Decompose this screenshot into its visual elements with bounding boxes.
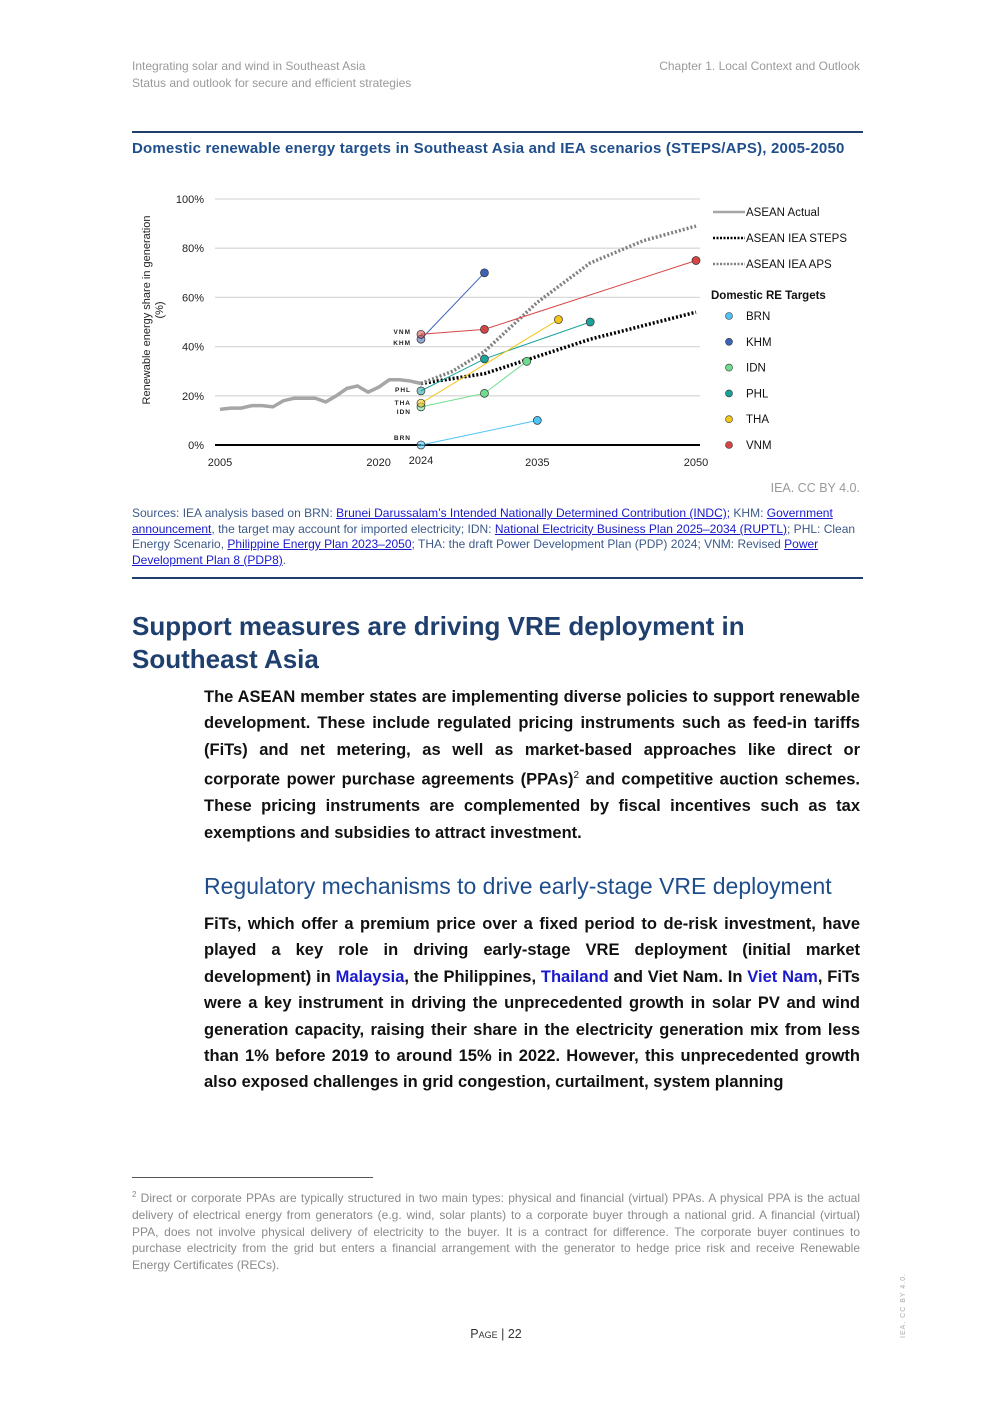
footnote-ref[interactable]: 2 [573,770,580,782]
y-tick-label: 0% [188,440,204,452]
target-point-brn [533,416,541,424]
x-tick-label: 2005 [207,457,233,469]
target-point-idn [480,389,488,397]
paragraph-1 [204,684,860,846]
legend-label: THA [746,414,769,427]
source-link-brn[interactable]: Brunei Darussalam’s Intended Nationally Determined Contribution (INDC); [336,506,731,520]
target-label-khm: KHM [393,340,411,347]
sources-text: . [282,552,287,567]
legend-label: KHM [746,336,772,349]
y-tick-label: 100% [175,194,204,206]
header-subtitle: Status and outlook for secure and efficient strategies [132,76,412,90]
footnote-number: 2 [132,1190,137,1199]
figure-title: Domestic renewable energy targets in Southeast Asia and IEA scenarios (STEPS/APS), 2005-2050 [132,140,845,157]
paragraph-text: , FiTs were a key instrument in driving the unprecedented growth in solar PV and wind generation capacity, raising their share in the electricity generation mix from less than 1% before 2019 to around 15% in 2022. However, this unprecedented growth also exposed challenges in grid congestion, curtailment, system planning [204,967,860,1092]
link-thailand[interactable]: Thailand [540,967,609,986]
y-tick-label: 40% [181,341,204,354]
target-point-phl [480,355,488,363]
legend-marker [726,338,733,345]
series-asean-actual [220,380,421,410]
legend-label: ASEAN IEA STEPS [746,233,847,245]
target-point-phl [417,387,425,395]
target-point-tha [417,399,425,407]
legend-marker [726,390,733,397]
section-heading: Support measures are driving VRE deployment in Southeast Asia [132,611,745,674]
sources-text: ; PHL: Clean Energy Scenario, [132,521,856,551]
y-tick-label: 60% [181,292,204,305]
footnote-text: Direct or corporate PPAs are typically structured in two main types: physical and financial (virtual) PPAs. A physical PPA is the actual delivery of electrical energy from generators (e.g. wind, solar plants) to a corporate buyer through a national grid. A financial (virtual) PPA, does not involve physical delivery of electricity to the buyer. It is a contract for difference. The corporate buyer continues to purchase electricity from the grid but enters a financial arrangement with the generator to hedge price risk and receive Renewable Energy Certificates (RECs). [132,1191,860,1273]
target-point-vnm [692,257,700,265]
sources-text: , the target may account for imported electricity; IDN: [211,521,495,536]
legend-marker [726,313,733,320]
link-viet-nam[interactable]: Viet Nam [747,967,818,986]
paragraph-text: , the Philippines, [404,967,541,986]
figure-credit: IEA. CC BY 4.0. [770,481,860,495]
target-line-khm [421,273,484,339]
link-malaysia[interactable]: Malaysia [335,967,405,986]
target-label-vnm: VNM [393,329,411,336]
target-point-idn [523,357,531,365]
legend-marker [726,364,733,371]
subsection-heading: Regulatory mechanisms to drive early-stage VRE deployment [204,873,832,899]
target-line-brn [421,420,537,445]
y-axis-title: Renewable energy share in generation [141,215,153,405]
y-tick-label: 20% [181,390,204,403]
target-label-idn: IDN [396,409,411,416]
chart [0,0,992,480]
figure-bottom-rule [132,577,863,579]
source-link-khm[interactable]: Government announcement [132,506,833,536]
paragraph-text: The ASEAN member states are implementing diverse policies to support renewable development. These include regulated pricing instruments such as feed-in tariffs (FiTs) and net metering, as well as market-based approaches like direct or corporate power purchase agreements (PPAs) [204,688,860,789]
target-point-vnm [480,325,488,333]
legend-label: VNM [746,440,772,452]
x-tick-label: 2050 [683,457,709,469]
target-point-tha [554,316,562,324]
figure-sources [132,506,860,568]
header-title: Integrating solar and wind in Southeast Asia [132,59,366,73]
y-axis-title-unit: (%) [154,301,166,319]
target-point-phl [586,318,594,326]
sources-text: Sources: IEA analysis based on BRN: [132,506,337,520]
x-tick-label: 2020 [366,457,391,469]
page-label: Page [470,1327,498,1341]
target-label-tha: THA [394,400,411,407]
paragraph-text: and Viet Nam. In [608,967,748,986]
target-label-brn: BRN [393,435,411,442]
sources-text: ; THA: the draft Power Development Plan (PDP) 2024; VNM: Revised [411,537,785,551]
legend-marker [726,442,733,449]
source-link-idn[interactable]: National Electricity Business Plan 2025–2034 (RUPTL) [494,521,788,536]
y-tick-label: 80% [181,243,204,256]
legend-label: PHL [746,388,769,401]
footnote [132,1187,860,1274]
page-number [0,1327,992,1341]
page-separator: | [497,1327,508,1341]
paragraph-text: FiTs, which offer a premium price over a fixed period to de-risk investment, have played a key role in driving early-stage VRE deployment (initial market development) in [204,915,860,986]
source-link-vnm[interactable]: Power Development Plan 8 (PDP8) [132,537,819,567]
page-num: 22 [507,1327,522,1341]
target-point-vnm [417,330,425,338]
legend-label: IDN [746,362,766,375]
target-line-idn [421,361,527,407]
running-header-chapter: Chapter 1. Local Context and Outlook [659,59,860,73]
legend-label: BRN [746,311,771,323]
legend-group-title: Domestic RE Targets [711,290,826,302]
sources-text: KHM: [730,506,767,520]
side-credit: IEA. CC BY 4.0. [900,1272,907,1338]
target-label-phl: PHL [395,387,411,394]
paragraph-2 [204,911,860,1096]
paragraph-text: and competitive auction schemes. These pricing instruments are complemented by fiscal incentives such as tax exemptions and subsidies to attract investment. [204,770,861,842]
x-tick-label: 2035 [525,457,550,469]
footnote-separator [132,1177,373,1178]
target-point-brn [417,441,425,449]
source-link-phl[interactable]: Philippine Energy Plan 2023–2050 [227,537,412,551]
legend-label: ASEAN IEA APS [746,259,832,271]
x-tick-label: 2024 [408,455,434,467]
target-line-tha [421,320,559,404]
legend-marker [726,416,733,423]
target-point-khm [480,269,488,277]
legend-label: ASEAN Actual [746,207,820,219]
